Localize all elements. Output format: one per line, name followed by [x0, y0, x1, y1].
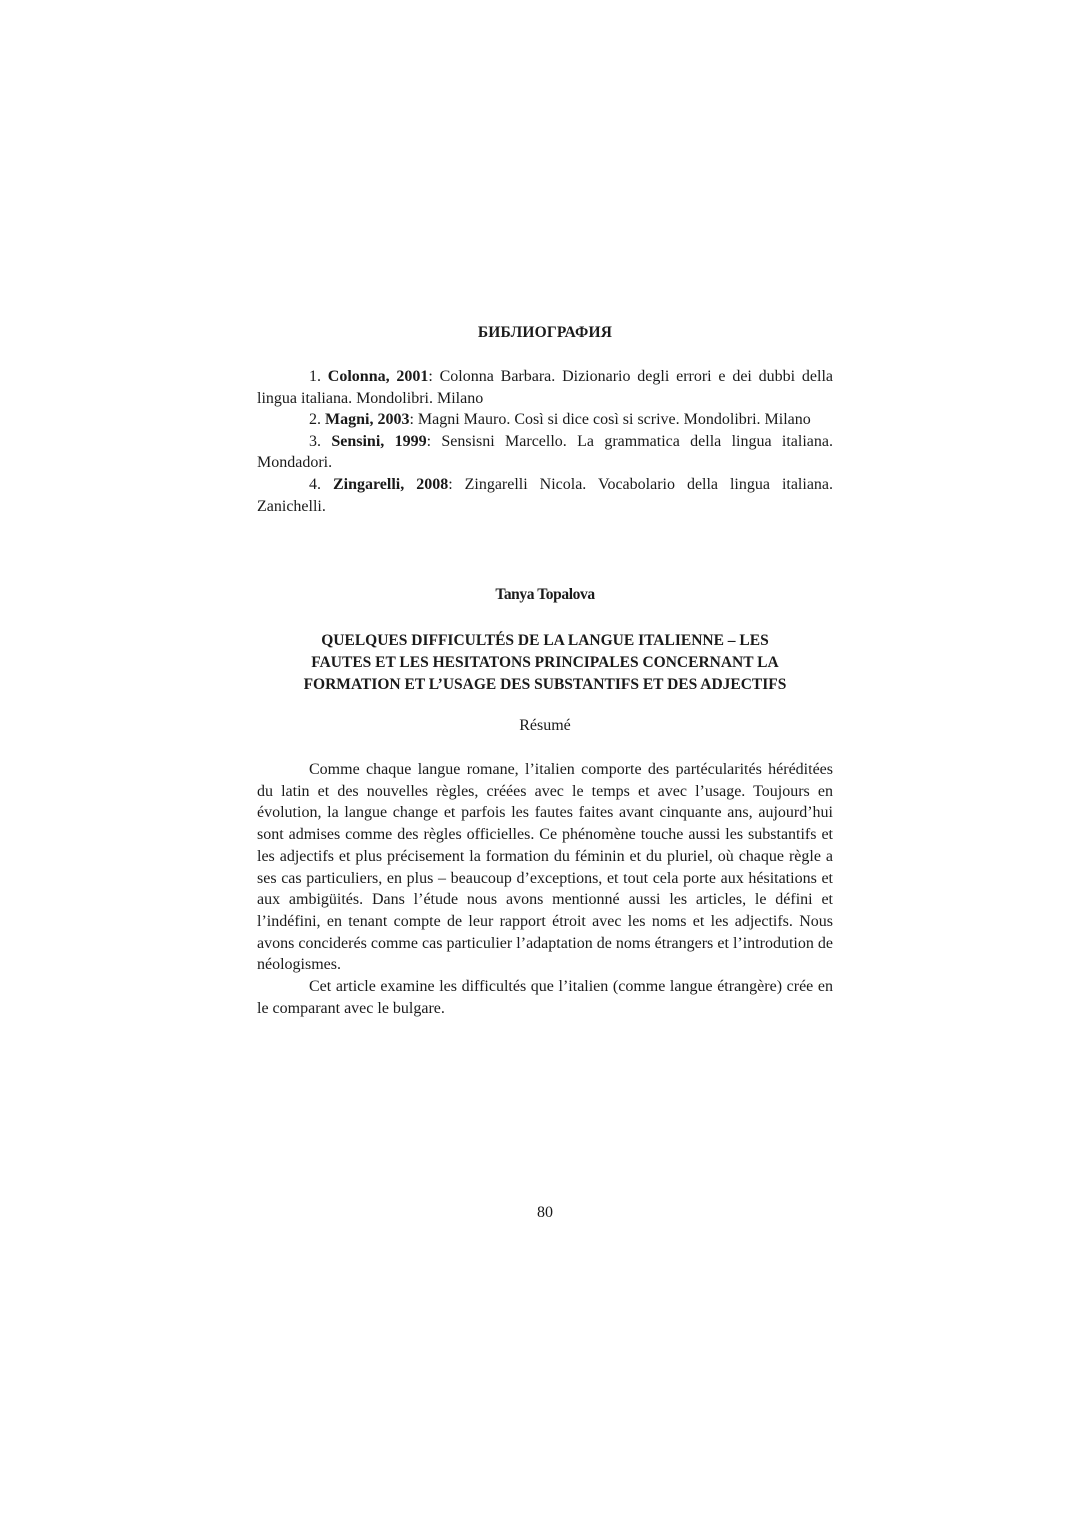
abstract-body — [257, 759, 833, 1019]
article-title — [257, 630, 833, 696]
bibliography-entry — [257, 366, 833, 409]
entry-key: Magni, 2003 — [325, 411, 410, 429]
entry-number: 4. — [309, 475, 321, 493]
page-number: 80 — [537, 1204, 553, 1221]
article-title-line: FORMATION ET L’USAGE DES SUBSTANTIFS ET DES ADJECTIFS — [303, 676, 787, 693]
entry-text: : Sensisni Marcello. La grammatica della lingua italiana. Mondadori. — [257, 432, 834, 472]
entry-number: 1. — [309, 368, 321, 385]
article-title-line: FAUTES ET LES HESITATONS PRINCIPALES CONCERNANT LA — [311, 654, 779, 671]
entry-text: : Zingarelli Nicola. Vocabolario della lingua italiana. Zanichelli. — [257, 475, 834, 515]
document-page — [257, 0, 833, 1528]
bibliography-heading: БИБЛИОГРАФИЯ — [477, 324, 613, 341]
bibliography-list — [257, 366, 833, 517]
bibliography-entry — [257, 409, 833, 431]
entry-key: Colonna, 2001 — [327, 368, 429, 385]
entry-key: Zingarelli, 2008 — [332, 475, 449, 493]
bibliography-entry — [257, 474, 833, 517]
entry-text: : Magni Mauro. Così si dice così si scrive. Mondolibri. Milano — [409, 411, 811, 429]
article-title-line: QUELQUES DIFFICULTÉS DE LA LANGUE ITALIENNE – LES — [321, 632, 769, 649]
article-author: Tanya Topalova — [495, 586, 595, 603]
abstract-paragraph: Comme chaque langue romane, l’italien comporte des partécularités héréditées du latin et des nouvelles règles, créées avec le temps et avec l’usage. Toujours en évolution, la langue change et parfois les fautes faites avant cinquante ans, aujourd’hui sont admises comme des règles officielles. Ce phénomène touche aussi les substantifs et les adjectifs et plus précisement la formation du féminin et du pluriel, où chaque règle a ses cas particuliers, en plus – beaucoup d’exceptions, et tout cela porte aux hésitations et aux ambigüités. Dans l’étude nous avons mentionné aussi les articles, le défini et l’indéfini, en tenant compte de leur rapport étroit avec les noms et les adjectifs. Nous avons conciderés comme cas particulier l’adaptation de noms étrangers et l’introdution de néologismes. — [257, 761, 833, 974]
entry-number: 2. — [309, 411, 321, 429]
bibliography-entry — [257, 431, 833, 474]
abstract-paragraph: Cet article examine les difficultés que l’italien (comme langue étrangère) crée en le comparant avec le bulgare. — [257, 978, 833, 1017]
resume-heading: Résumé — [519, 717, 571, 734]
entry-key: Sensini, 1999 — [331, 432, 427, 450]
entry-number: 3. — [309, 432, 321, 450]
entry-text: : Colonna Barbara. Dizionario degli errori e dei dubbi della lingua italiana. Mondolibri. Milano — [257, 368, 833, 407]
